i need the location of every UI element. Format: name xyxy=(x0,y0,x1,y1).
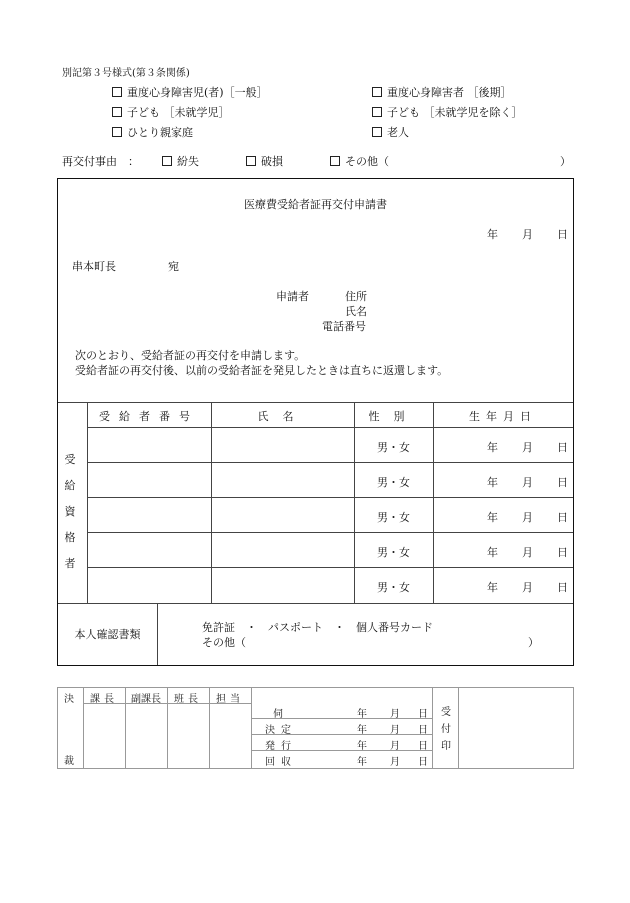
applicant-label: 申請者 xyxy=(276,290,309,303)
receipt-stamp-label: 受 付 印 xyxy=(441,707,451,752)
addressee: 串本町長 xyxy=(72,260,116,273)
category-label: 老人 xyxy=(387,126,409,139)
statement-request: 次のとおり、受給者証の再交付を申請します。 xyxy=(75,349,306,362)
phone-label: 電話番号 xyxy=(322,320,366,333)
name-label: 氏名 xyxy=(345,305,367,318)
table-col xyxy=(354,402,355,603)
role-hancho: 班長 xyxy=(174,694,202,705)
checkbox[interactable] xyxy=(372,87,382,97)
gender-choice[interactable]: 男・女 xyxy=(377,581,410,594)
checkbox[interactable] xyxy=(112,87,122,97)
gender-choice[interactable]: 男・女 xyxy=(377,511,410,524)
kessai-bottom: 裁 xyxy=(64,756,74,767)
category-label: 重度心身障害児(者)［一般］ xyxy=(127,86,268,99)
category-option[interactable] xyxy=(372,104,523,120)
table-line xyxy=(87,567,573,568)
address-label: 住所 xyxy=(345,290,367,303)
form-id: 別記第３号様式(第３条関係) xyxy=(62,68,190,79)
header-recipient-number: 受給者番号 xyxy=(99,410,199,423)
kessai-top: 決 xyxy=(64,694,74,705)
table-col xyxy=(87,402,88,603)
addressee-suffix: 宛 xyxy=(168,260,179,273)
category-label: 重度心身障害者 ［後期］ xyxy=(387,86,512,99)
table-top-border xyxy=(58,402,573,403)
category-label: ひとり親家庭 xyxy=(127,126,193,139)
role-kacho: 課長 xyxy=(90,694,118,705)
identity-label: 本人確認書類 xyxy=(74,628,141,641)
statement-return: 受給者証の再交付後、以前の受給者証を発見したときは直ちに返還します。 xyxy=(75,364,449,377)
identity-other-close: ） xyxy=(528,636,539,649)
role-tanto: 担当 xyxy=(216,694,244,705)
header-birthdate: 生年月日 xyxy=(469,410,537,423)
checkbox[interactable] xyxy=(112,127,122,137)
category-label: 子ども ［未就学児］ xyxy=(127,106,230,119)
gender-choice[interactable]: 男・女 xyxy=(377,441,410,454)
form-title: 医療費受給者証再交付申請書 xyxy=(244,198,387,211)
category-label: 子ども ［未就学児を除く］ xyxy=(387,106,523,119)
identity-divider xyxy=(157,603,158,665)
checkbox[interactable] xyxy=(162,156,172,166)
checkbox[interactable] xyxy=(112,107,122,117)
reason-option-lost[interactable]: 紛失 xyxy=(162,153,199,169)
role-fukukacho: 副課長 xyxy=(131,694,161,705)
table-col xyxy=(211,402,212,603)
recipients-section-label: 受 給 資 格 者 xyxy=(64,453,76,570)
category-option[interactable] xyxy=(112,124,193,140)
table-line xyxy=(87,427,573,428)
identity-other[interactable]: その他（ xyxy=(202,636,246,649)
reason-option-damaged[interactable]: 破損 xyxy=(246,153,283,169)
identity-docs[interactable]: 免許証 ・ パスポート ・ 個人番号カード xyxy=(202,621,433,634)
category-option[interactable] xyxy=(112,84,268,100)
reason-option-other[interactable]: その他（ xyxy=(330,153,389,169)
gender-choice[interactable]: 男・女 xyxy=(377,546,410,559)
checkbox[interactable] xyxy=(372,107,382,117)
category-option[interactable] xyxy=(112,104,230,120)
table-line xyxy=(87,497,573,498)
header-name: 氏名 xyxy=(257,410,308,423)
checkbox[interactable] xyxy=(372,127,382,137)
gender-choice[interactable]: 男・女 xyxy=(377,476,410,489)
table-col xyxy=(433,402,434,603)
table-line xyxy=(58,603,573,604)
category-option[interactable] xyxy=(372,84,512,100)
header-gender: 性別 xyxy=(368,410,419,423)
table-line xyxy=(87,462,573,463)
category-option[interactable] xyxy=(372,124,409,140)
reason-label: 再交付事由 ： xyxy=(62,155,139,168)
reason-close-paren: ） xyxy=(560,155,571,168)
checkbox[interactable] xyxy=(246,156,256,166)
checkbox[interactable] xyxy=(330,156,340,166)
table-line xyxy=(87,532,573,533)
